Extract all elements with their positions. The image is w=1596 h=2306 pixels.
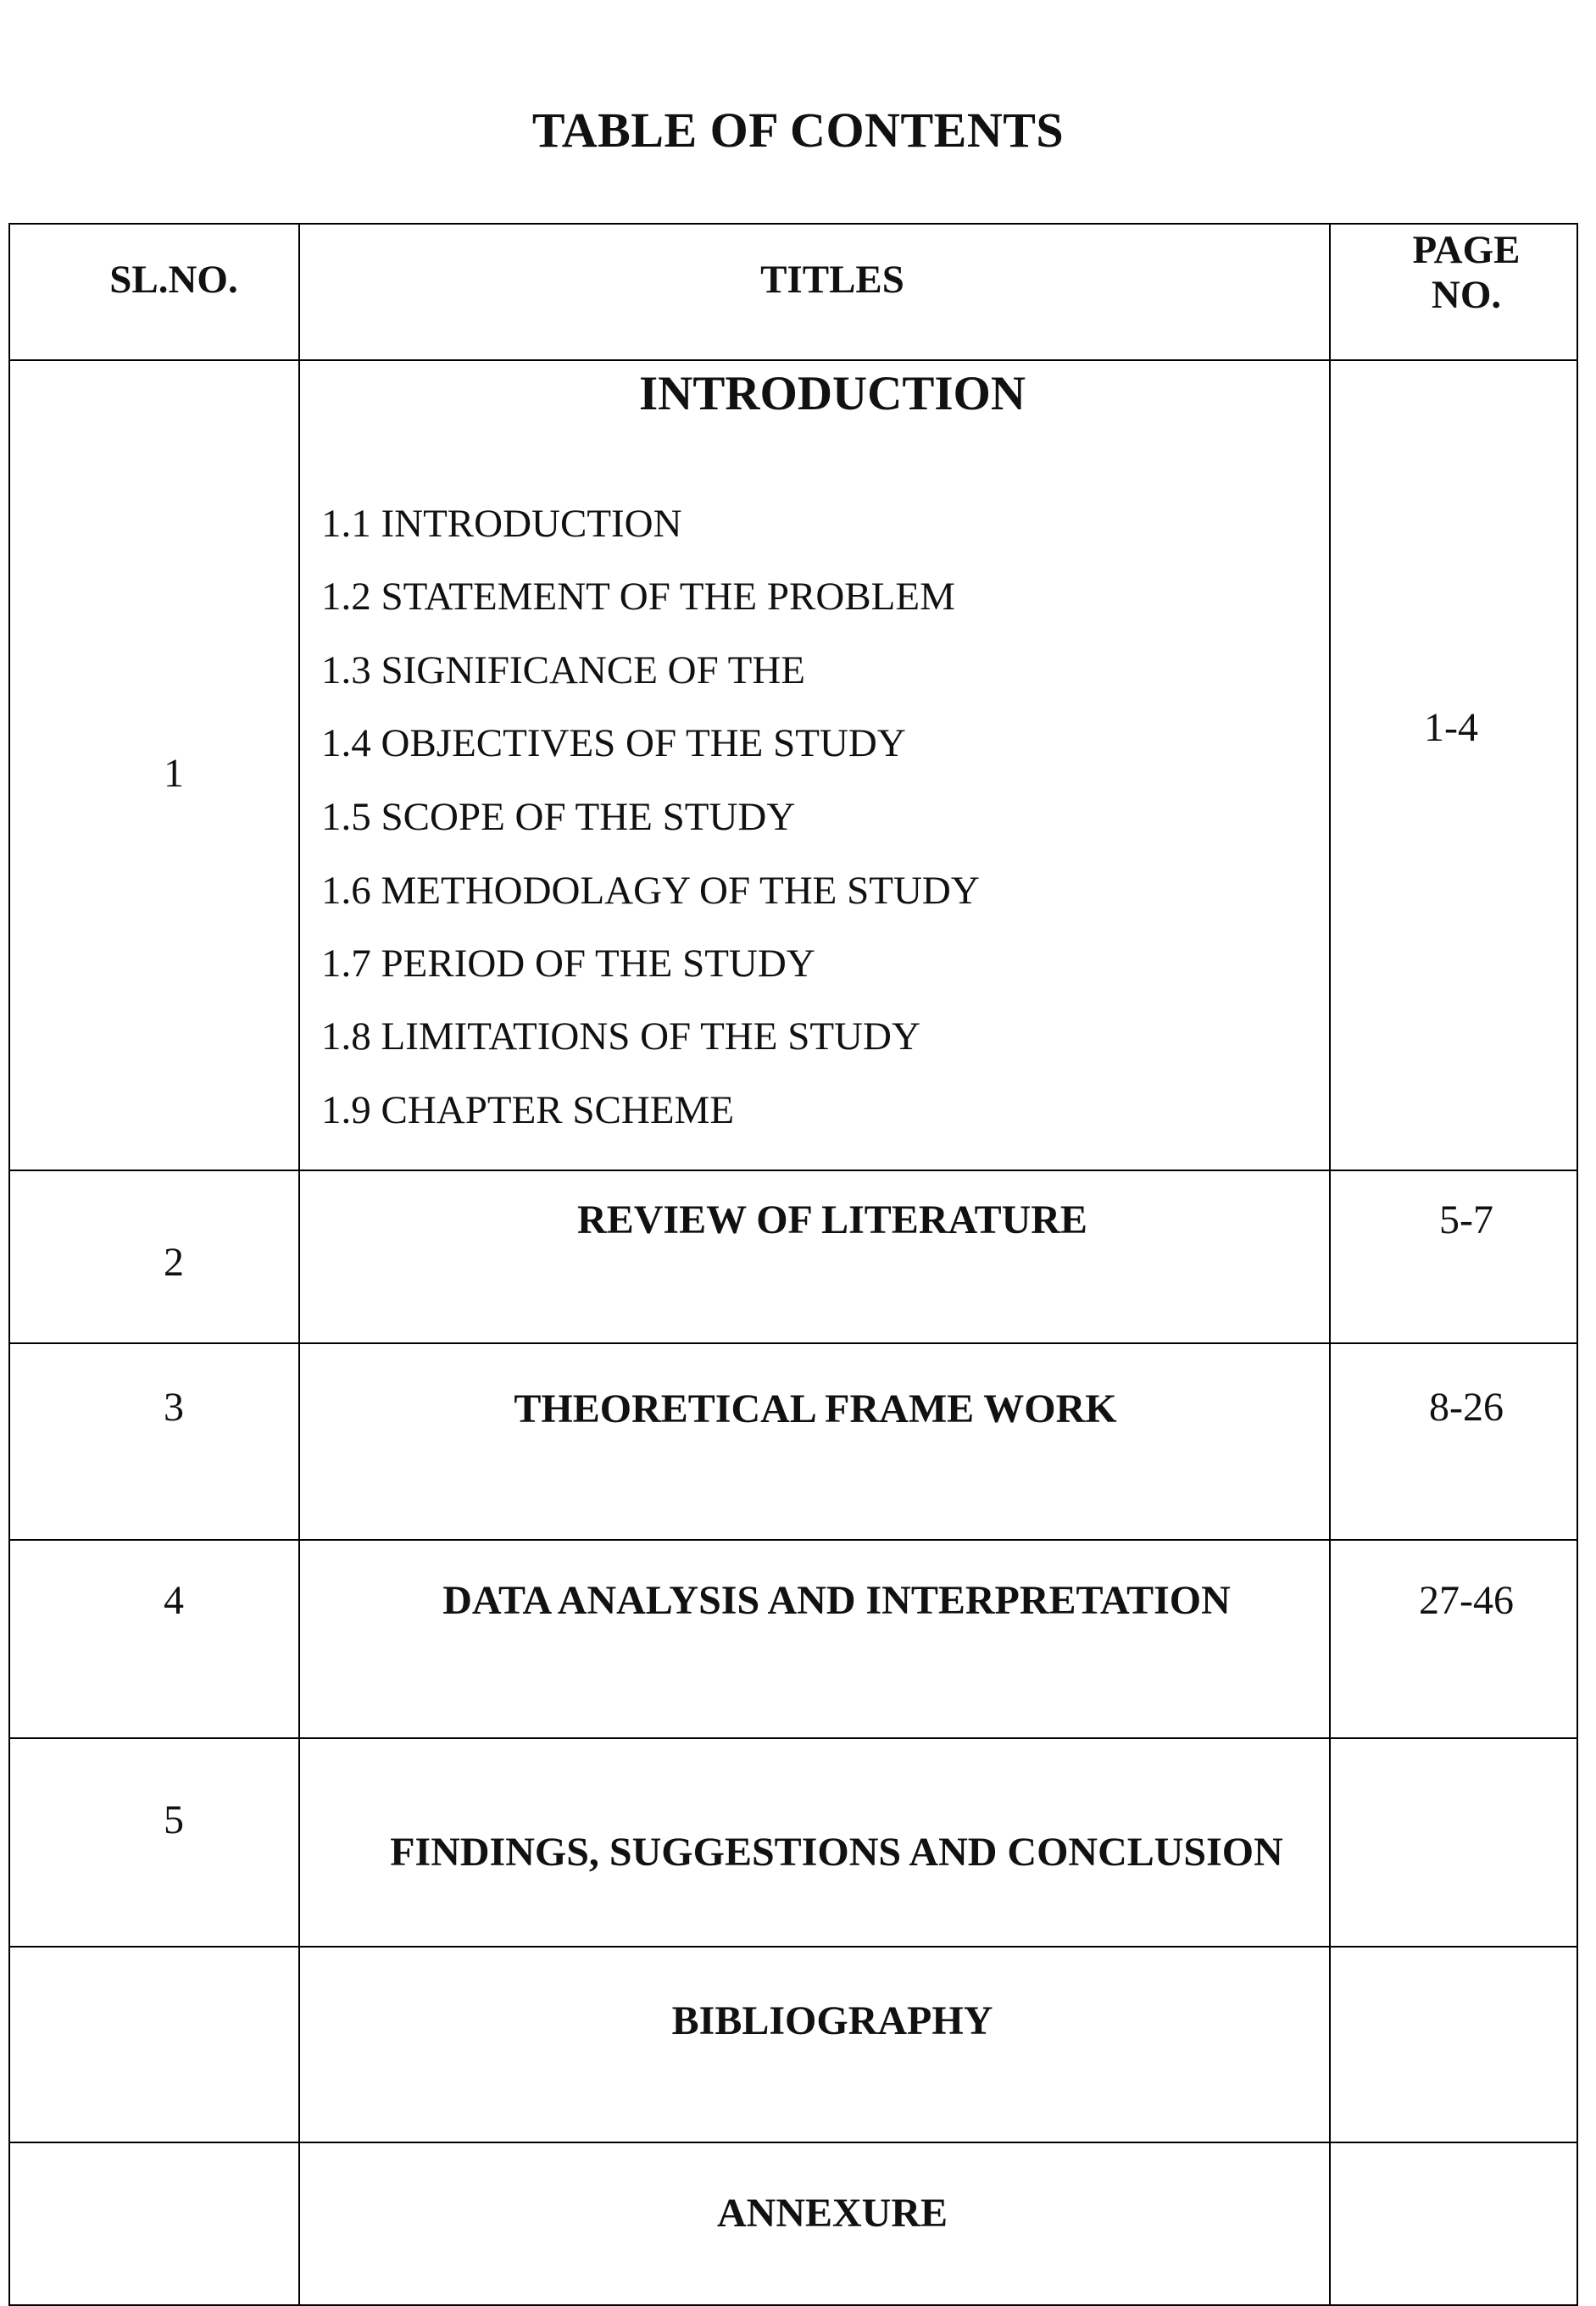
column-divider: [1329, 225, 1331, 2304]
column-divider: [298, 225, 300, 2304]
row-4-title: DATA ANALYSIS AND INTERPRETATION: [442, 1578, 1231, 1623]
row-4-page: 27-46: [1419, 1578, 1514, 1623]
row-3-page: 8-26: [1429, 1385, 1504, 1430]
row-1-page: 1-4: [1424, 705, 1478, 750]
subsection-item: 1.4 OBJECTIVES OF THE STUDY: [321, 721, 906, 765]
subsection-item: 1.7 PERIOD OF THE STUDY: [321, 942, 815, 986]
row-5-title: FINDINGS, SUGGESTIONS AND CONCLUSION: [390, 1830, 1283, 1875]
row-2-page: 5-7: [1439, 1197, 1493, 1242]
row-divider: [10, 1946, 1577, 1948]
header-page-line2: NO.: [1431, 273, 1502, 317]
row-divider: [10, 1539, 1577, 1541]
row-3-title: THEORETICAL FRAME WORK: [514, 1386, 1117, 1431]
subsection-item: 1.3 SIGNIFICANCE OF THE: [321, 648, 805, 692]
subsection-item: 1.2 STATEMENT OF THE PROBLEM: [321, 575, 955, 619]
subsection-item: 1.9 CHAPTER SCHEME: [321, 1088, 735, 1132]
row-7-title: ANNEXURE: [716, 2191, 948, 2236]
row-1-title: INTRODUCTION: [638, 367, 1026, 420]
header-page-line1: PAGE: [1412, 228, 1521, 272]
subsection-item: 1.6 METHODOLAGY OF THE STUDY: [321, 869, 980, 913]
row-4-slno: 4: [164, 1578, 184, 1623]
subsection-item: 1.8 LIMITATIONS OF THE STUDY: [321, 1014, 920, 1059]
row-divider: [10, 1737, 1577, 1739]
row-divider: [10, 1342, 1577, 1344]
row-divider: [10, 359, 1577, 361]
row-3-slno: 3: [164, 1385, 184, 1430]
row-2-slno: 2: [164, 1240, 184, 1285]
row-1-slno: 1: [164, 751, 184, 796]
row-5-slno: 5: [164, 1798, 184, 1842]
row-6-title: BIBLIOGRAPHY: [671, 1998, 993, 2043]
page-title: TABLE OF CONTENTS: [531, 103, 1065, 158]
row-2-title: REVIEW OF LITERATURE: [577, 1197, 1087, 1242]
header-titles: TITLES: [760, 258, 904, 302]
header-slno: SL.NO.: [109, 258, 238, 302]
subsection-item: 1.5 SCOPE OF THE STUDY: [321, 795, 796, 839]
row-divider: [10, 1170, 1577, 1171]
subsection-item: 1.1 INTRODUCTION: [321, 502, 682, 546]
table-of-contents: [8, 223, 1578, 2306]
row-divider: [10, 2142, 1577, 2143]
